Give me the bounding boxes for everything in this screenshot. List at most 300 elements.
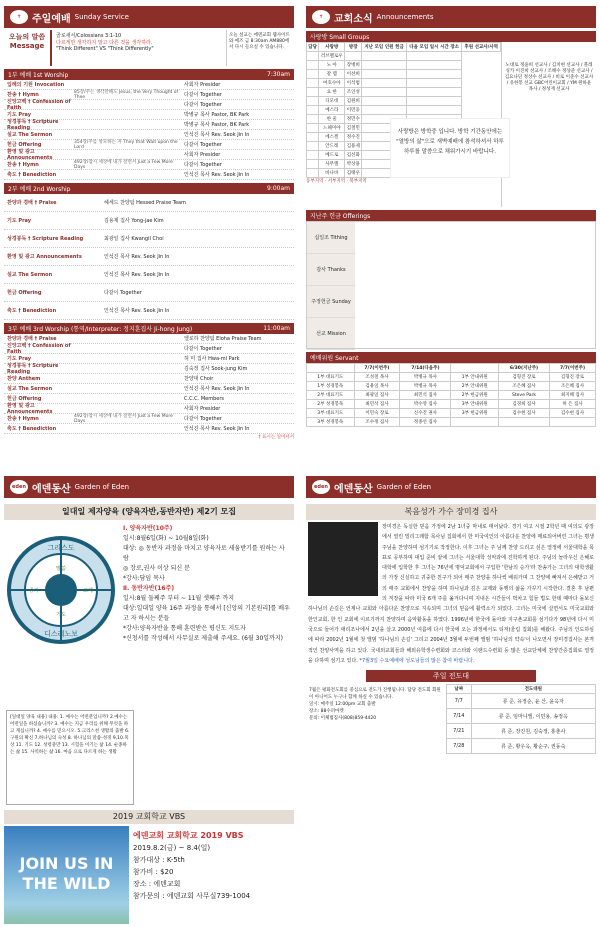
servant-cell: 허 은 집사: [550, 400, 596, 409]
order-leader: 다같이 Together: [184, 416, 222, 422]
order-item: 신앙고백 † Confession of Faith: [7, 343, 71, 355]
discipleship-line: ◎ 장로,권사 이상 되신 분: [123, 565, 190, 572]
servant-cell: Steve Park: [498, 391, 549, 400]
sg-zone-east: 동부지역: [306, 179, 324, 184]
servant-cell: [498, 418, 549, 427]
service-bar: [4, 183, 294, 194]
offering-label: 십일조 Tithing: [307, 222, 355, 254]
servant-cell: 조성철 목사: [354, 373, 400, 382]
order-item: 헌금 Offering: [7, 396, 42, 402]
sg-header: 지난 모임 인원 헌금: [362, 43, 407, 52]
sg-cell: 김태우: [345, 169, 362, 178]
vbs-info: [129, 826, 294, 924]
discipleship-headline: 일대일 제자양육 (양육자반,동반자반) 제2기 모집: [4, 504, 294, 520]
sg-cell: 요 한: [319, 88, 345, 97]
sg-cell: [406, 70, 462, 79]
offerings-label: 지난주 헌금 Offerings: [306, 210, 596, 221]
order-leader: 인석진 목사 Rev. Seok Jin In: [184, 426, 250, 432]
order-leader: 다같이 Together: [184, 346, 222, 352]
singer-bio: [306, 520, 596, 668]
eden1-header: [4, 476, 294, 498]
evangelism-table: [446, 684, 596, 754]
order-item: 찬송 † Hymn: [7, 416, 39, 422]
service-bar: [4, 323, 294, 334]
servant-cell: 신수진 권사: [400, 409, 451, 418]
sg-zone-north: 북부지역: [349, 179, 367, 184]
order-row: [4, 384, 294, 394]
sg-cell: 이석범: [345, 79, 362, 88]
servant-cell: 3부 대표기도: [307, 409, 355, 418]
order-row: [4, 364, 294, 374]
evangelism-header: 전도대원: [471, 685, 595, 694]
servant-cell: 1부 안내위원: [451, 373, 499, 382]
sg-cell: [362, 52, 407, 61]
servant-cell: 조은혜 집사: [498, 382, 549, 391]
small-groups-label: 사랑방 Small Groups: [306, 31, 596, 42]
evangelism-line: 일시: 매주일 12:00pm 교회 출발: [309, 702, 376, 708]
service-name: 3부 예배 3rd Worship (통역/Interpreter: 정지훈집사 Ji-hong Jung): [8, 326, 193, 333]
sg-cell: 이선희: [345, 70, 362, 79]
singer-bio-text: 장미경은 독실한 믿음 가정에 2남 1녀중 막내로 태어났다. 경기 여고 시절 2학년 때 여의도 광장에서 열린 빌리그래함 목사님 집회에서 한 미국여인의 아름다운 찬양에 매료되어버린 그녀는 평생주님을 찬양하며 섬기기로 작정한다. 이후 그녀는 주 님께 찬양 드리고 싶은 열정에 서울대학을 목표로 공부하며 대입 준비 끝에 그녀는 서울대학 성악과에 진학하게 된다. 주님의 놀라우신 은혜로 대학에 입학한 후 그녀는 76년에 명덕교회에서 구입한 '한남의 승가'라 찬송가는 그녀의 대학생활의 가장 신실하고 귀중한 친구가 되어 매주 찬양을 하나씩 배워가며 그 찬양에 빠져서 은혜받고 거의 매주 교회에서 찬양을 하며 하나님과 깊은 교제와 동행의 삶을 가꾸기 시작한다. 결혼 후 남편의 직장을 따라 미국 6개 주를 옮겨다니며 지내온 시간들이 벅차고 힘들 법도 한데 때마다 돌보신 하나님의 손길은 언제나 교회와 아름다운 찬양으로 지속되며 그녀의 믿음에 활력소가 되었다. 그녀는 미국에 살면서도 미국교회와 한인교회, 한 인 교회에 이르기까지 찬양하며 음악활동을 하였다. 1996년에 한국에 돌아와 지구촌교회를 섬기다가 98년에 다시 미국으로 들어가 애리조나에서 2년을 살고 2000년 여름에 다시 한국에 오는 과정에서도 티저(울림 집회)를 해왔다. 주님의 인도하심에 따라 2002년 1월에 첫 앨범 '하나님의 손길' 그리고 2004년 3월에 두번째 앨범 '하나님의 약속'이 나오면서 장미경집사는 본격적인 찬양사역을 하고 있다. 국내외교회들과 해외유학생수련회와 코스타와 이랜드수련회 등 많은 선교단체에 찬양간증집회로 열정을 다하며 섬기고 있다.: [308, 524, 594, 664]
order-leader: 사회자 Presider: [184, 406, 221, 412]
order-item: 축도 † Benediction: [7, 426, 57, 432]
sg-cell: 김용제: [345, 142, 362, 151]
order-row: [4, 170, 294, 180]
discipleship-line: *강사:양육자반을 통해 훈련받은 평신도 지도자: [123, 625, 246, 632]
order-leader: 헤세드 찬양팀 Hessed Praise Team: [104, 200, 186, 206]
servant-cell: 2부 성경봉독: [307, 400, 355, 409]
sg-cell: [307, 79, 319, 88]
servant-cell: 2부 대표기도: [307, 391, 355, 400]
servant-cell: 3부 성경봉독: [307, 418, 355, 427]
servant-cell: 1부 대표기도: [307, 373, 355, 382]
order-leader: 김숙정 집사 Sook-jung Kim: [184, 366, 248, 372]
order-item: 기도 Pray: [7, 218, 32, 224]
sg-cell: 에스겔: [319, 133, 345, 142]
evangelism-row: [447, 709, 596, 724]
sg-cell: 갈 렙: [319, 70, 345, 79]
servant-cell: 조은혜 집사: [550, 382, 596, 391]
servant-cell: 김용일 목사: [354, 382, 400, 391]
sg-cell: [362, 88, 407, 97]
evangelism-text: [306, 684, 446, 754]
vbs-line: 장소 : 에덴교회: [133, 880, 181, 888]
evangelism-header: 날짜: [447, 685, 472, 694]
order-row: [4, 194, 294, 212]
order-leader: 다같이 Together: [184, 102, 222, 108]
wheel-icon: [4, 520, 119, 660]
announcements-panel: [306, 6, 596, 461]
sg-cell: [307, 88, 319, 97]
order-row: [4, 374, 294, 384]
servant-cell: 3부 헌금위원: [451, 409, 499, 418]
sg-cell: 조인성: [345, 88, 362, 97]
servant-cell: 박수영 집사: [400, 400, 451, 409]
servant-cell: 2부 헌금위원: [451, 391, 499, 400]
order-leader: 사회자 Presider: [184, 152, 221, 158]
order-leader: 다같이 Together: [184, 92, 222, 98]
order-item: 환영 및 광고 Announcements: [7, 254, 82, 260]
order-leader: 인석진 목사 Rev. Seok Jin In: [104, 308, 170, 314]
sg-cell: 정수진: [345, 133, 362, 142]
sg-cell: [406, 88, 462, 97]
message-label: 오늘의 말씀 Message: [4, 30, 52, 66]
servant-header: [307, 364, 355, 373]
sg-header: 담당: [307, 43, 319, 52]
sg-cell: 디모데: [319, 97, 345, 106]
order-item: 헌금 Offering: [7, 142, 42, 148]
eden2-header: [306, 476, 596, 498]
sg-cell: 김철민: [345, 124, 362, 133]
sg-cell: [362, 79, 407, 88]
wheel-label-witness: 증거: [29, 588, 39, 594]
offering-label: 주정헌금 Sunday: [307, 286, 355, 318]
order-item: 환영 및 광고 Announcements: [7, 149, 53, 161]
sunday-service-title: 주일예배: [32, 13, 71, 25]
vbs-title: 2019 교회학교 VBS: [4, 810, 294, 824]
wheel-label-top: 그리스도: [47, 544, 75, 552]
order-leader: 찬양대 Choir: [184, 376, 214, 382]
sg-cell: [307, 160, 319, 169]
vbs-line: 참가비 : $20: [133, 868, 174, 876]
order-leader: 다같이 Together: [104, 290, 142, 296]
church-logo-icon: ✝: [10, 10, 28, 24]
order-leader: 인석진 목사 Rev. Seok Jin In: [104, 254, 170, 260]
order-item: 기도 Pray: [7, 112, 32, 118]
service-name: 2부 예배 2nd Worship: [8, 186, 71, 193]
evangelism-area: [306, 684, 596, 754]
sg-cell: [307, 61, 319, 70]
discipleship-line: *신청서를 작성해서 사무실로 제출해 주세요. (6월 30일까지): [123, 635, 283, 642]
sg-cell: 예스라: [319, 106, 345, 115]
message-content: [52, 30, 227, 66]
sg-header: 방장: [345, 43, 362, 52]
sg-cell: [307, 106, 319, 115]
evangelism-row: [447, 739, 596, 754]
servant-label: 예배위원 Servant: [306, 352, 596, 363]
sg-cell: [307, 133, 319, 142]
order-item: 입례의 기원 Invocation: [7, 82, 65, 88]
order-row: [4, 284, 294, 302]
wheel-label-word: 말씀: [56, 566, 66, 572]
evangelism-row: [447, 694, 596, 709]
order-leader: 김용제 집사 Yong-jae Kim: [104, 218, 164, 224]
sg-row: [307, 79, 501, 88]
sg-cell: [345, 52, 362, 61]
singer-bio-highlight: *7월3일 수요예배에 성도님들의 많은 참여 바랍니다.: [359, 657, 475, 664]
servant-cell: [550, 418, 596, 427]
sg-row: [307, 61, 501, 70]
servant-cell: 박병규 목사: [400, 382, 451, 391]
service-note: 오늘 설교는 에덴교회 웹사이트와 애즈 금 8:30am AM880에서 다시 들으실 수 있습니다.: [229, 33, 290, 50]
wheel-label-bottom: 디스레노보: [44, 630, 78, 638]
discipleship-line: 일시:8월 둘째주 부터 ~ 11월 셋째주 까지: [123, 595, 235, 602]
eden-logo-icon: eden: [10, 480, 28, 494]
sg-cell: 김원희: [345, 97, 362, 106]
eden1-title: 에덴동산: [32, 483, 71, 495]
service-time: 11:00am: [263, 325, 290, 332]
evangelism-cell: 류 준, 유정순, 윤 산, 윤옥자: [471, 694, 595, 709]
sg-cell: [307, 70, 319, 79]
servant-row: [307, 373, 596, 382]
order-row: [4, 424, 294, 434]
sg-cell: 바나바: [319, 169, 345, 178]
discipleship-wheel: [4, 520, 119, 660]
sg-row: [307, 70, 501, 79]
theme-kr: 다르게만 생각하지 말고 다른 것을 생각하라.: [56, 40, 153, 46]
sg-cell: [307, 169, 319, 178]
order-item: 기도 Pray: [7, 356, 32, 362]
discipleship-line: *강사:담임 목사: [123, 575, 165, 582]
sg-cell: [307, 115, 319, 124]
sg-cell: 장병희: [345, 61, 362, 70]
eden-panel-1: [4, 476, 294, 924]
servant-header: [451, 364, 499, 373]
servant-cell: 김수현 집사: [550, 409, 596, 418]
order-detail: 492장/잠시 세상에 내가 살면서 Just a Few More Days: [74, 414, 173, 424]
discipleship-note: [일대일 양육 내용] 내용: 1. 예수는 어떤분입니까? 2.예수는 어떤일을 하셨습니까? 3. 예수는 지금 우리를 위해 무엇을 하고 계십니까? 4. 예수를 믿으시오. 5.크리스천 생활의 출발 6.구원의 확신 7.하나님의 숙성 8. 하나님의 말씀-성경 9,10.묵상 11. 기도 12. 성령충만 13. 시험을 이기는 삶 14. 순종하는 삶 15. 사역하는 삶 16. 마음 으로 다르게 하는 생활: [6, 710, 134, 805]
evangelism-cell: 7/7: [447, 694, 472, 709]
order-row: [4, 100, 294, 110]
order-row: [4, 302, 294, 320]
singer-headline: 복음성가 가수 장미경 집사: [306, 504, 596, 520]
servant-cell: 3부 안내위원: [451, 400, 499, 409]
servant-cell: 김형진 장로: [550, 373, 596, 382]
discipleship-line: Ⅱ. 동반자반(16주): [123, 585, 175, 592]
servant-cell: 박병규 목사: [400, 373, 451, 382]
sg-cell: 안드레: [319, 142, 345, 151]
order-leader: 사회자 Presider: [184, 82, 221, 88]
order-leader: 엘로하 찬양팀 Eloha Praise Team: [184, 336, 262, 342]
service-time: 7:30am: [267, 71, 290, 78]
sg-zone-west: 서부지역: [327, 179, 346, 184]
theme-en: "Think Different" VS "Think Differently": [56, 46, 154, 52]
servant-row: [307, 400, 596, 409]
stand-footnote: † 표시는 일어서서: [258, 435, 294, 440]
sg-cell: 정민수: [345, 115, 362, 124]
servant-header: 7/14(다음주): [400, 364, 451, 373]
servant-cell: 최광일 집사: [354, 391, 400, 400]
order-leader: 박병규 목사 Pastor, BK Park: [184, 122, 250, 128]
servant-cell: [451, 418, 499, 427]
servant-table: [306, 363, 596, 427]
order-leader: 인석진 목사 Rev. Seok Jin In: [184, 172, 250, 178]
eden1-subtitle: Garden of Eden: [74, 483, 130, 491]
sg-cell: 한 울: [319, 115, 345, 124]
vbs-line: 2019.8.2(금) ~ 8.4(일): [133, 844, 211, 852]
order-item: 성경봉독 † Scripture Reading: [7, 236, 84, 242]
sg-cell: 이민웅: [345, 106, 362, 115]
order-item: 찬양과 경배 † Praise: [7, 336, 57, 342]
service-bar: [4, 69, 294, 80]
service-list: [4, 69, 294, 434]
offering-label: 감사 Thanks: [307, 254, 355, 286]
sg-cell: [307, 151, 319, 160]
evangelism-cell: 7/14: [447, 709, 472, 724]
church-logo-icon: ✝: [312, 10, 330, 24]
order-leader: 인석진 목사 Rev. Seok Jin In: [184, 132, 250, 138]
sg-cell: [307, 124, 319, 133]
sg-cell: [406, 52, 462, 61]
discipleship-line: 대상: ◎ 동반자 과정을 마치고 양육자로 세움받기를 원하는 사람: [123, 545, 285, 562]
sg-cell: [362, 106, 407, 115]
servant-cell: 최민석 집사: [354, 400, 400, 409]
evangelism-cell: 7/21: [447, 724, 472, 739]
sg-header: 후원 선교사/사역: [462, 43, 501, 52]
servant-row: [307, 382, 596, 391]
sg-row: [307, 52, 501, 61]
servant-cell: 최민석 집사: [400, 391, 451, 400]
order-leader: 다같이 Together: [184, 162, 222, 168]
sunday-service-panel: [4, 6, 294, 461]
order-leader: 허 미 집사 Hwa-mi Park: [184, 356, 240, 362]
servant-cell: 최지혜 집사: [550, 391, 596, 400]
evangelism-title: 주일 전도대: [366, 670, 536, 682]
sg-cell: [406, 61, 462, 70]
order-row: [4, 212, 294, 230]
sunday-service-header: [4, 6, 294, 28]
order-item: 설교 The Sermon: [7, 386, 53, 392]
servant-header: 6/30(지난주): [498, 364, 549, 373]
servant-row: [307, 418, 596, 427]
singer-photo: [308, 522, 378, 596]
servant-cell: 김수현 집사: [498, 409, 549, 418]
order-row: [4, 120, 294, 130]
order-row: [4, 266, 294, 284]
order-row: [4, 344, 294, 354]
sg-cell: 사무엘: [319, 160, 345, 169]
sg-cell: 베드로: [319, 151, 345, 160]
servant-cell: 2부 안내위원: [451, 382, 499, 391]
sg-cell: [362, 97, 407, 106]
order-row: [4, 414, 294, 424]
eden-panel-2: [306, 476, 596, 924]
sg-cell: [307, 52, 319, 61]
order-detail: 85장/주는 생각만해도 Jesus, the Very Thought of Thee: [74, 90, 179, 100]
servant-header: 7/7(이번주): [550, 364, 596, 373]
servant-row: [307, 391, 596, 400]
servant-header: 7/7(이번주): [354, 364, 400, 373]
small-groups-note: 사랑방은 방학중 입니다. 방학 기간동안에는 "열방의 삶"으로 새벽예배에 참석하셔서 하루하루를 말씀으로 채워가시기 바랍니다.: [390, 118, 510, 178]
sg-cell: [406, 97, 462, 106]
order-leader: 박병규 목사 Pastor, BK Park: [184, 112, 250, 118]
sg-cell: [362, 70, 407, 79]
service-time: 9:00am: [267, 185, 290, 192]
sg-cell: 느헤미야: [319, 124, 345, 133]
servant-cell: 조수정 집사: [354, 418, 400, 427]
sg-cell: 러브펠로우: [319, 52, 345, 61]
sg-cell: [307, 97, 319, 106]
discipleship-body: [4, 520, 294, 755]
servant-cell: 김경희 집사: [498, 400, 549, 409]
scripture-ref: 골로새서/Colossians 3:1-10: [56, 33, 122, 39]
order-item: 설교 The Sermon: [7, 132, 53, 138]
offerings-area: [306, 221, 596, 349]
servant-cell: 이민숙 장로: [354, 409, 400, 418]
order-leader: 최광일 집사 Kwangil Choi: [104, 236, 164, 242]
evangelism-row: [447, 724, 596, 739]
vbs-school: 에덴교회 교회학교 2019 VBS: [133, 831, 244, 840]
evangelism-line: 문의: 이체범집사(808)859-4420: [309, 716, 377, 722]
small-groups-area: 담당 사랑방 방장 지난 모임 인원 헌금 다음 모임 일시 시간 장소 후원 선교사/사역 러브펠로우 노 아 장병희 갈 렙 이선희 여호수아 이석범 요 한 조인성 디모데 김원희 예스라 이민웅 한 울 정민수 느헤미야 김철민 에스겔 정수진 안드레 김용제 베드로 김선화 사무엘 박상용 바나바 김태우 동부지역 · 서부지역 · 북부지역 노대로 정윤희 선교사 / 김치현 선교사 / 블레싱카 이진희 선교사 / 조해수 정상준 선교사 / 김요나단 정상수 선교사 / 비로 이준수 선교사 / 유한봉 선교 GBC어린이교회 / YM 원하윤 목사 / 정성재 선교사 사랑방은 방학중 입니다. 방학 기간동안에는 "열방의 삶"으로 새벽예배에 참석하셔서 하루하루를 말씀으로 채워가시기 바랍니다.: [306, 42, 596, 207]
servant-row: [307, 409, 596, 418]
order-item: 설교 The Sermon: [7, 272, 53, 278]
announcements-header: [306, 6, 596, 28]
sg-cell: 여호수아: [319, 79, 345, 88]
service-name: 1부 예배 1st Worship: [8, 72, 69, 79]
sg-row: [307, 97, 501, 106]
sg-row: [307, 106, 501, 115]
order-item: 찬양과 경배 † Praise: [7, 200, 57, 206]
discipleship-line: 대상:일대일 양육 16주 과정을 통해서 [신앙의 기본원리]를 배우고 자 하시는 분들: [123, 605, 290, 622]
sg-cell: 김선화: [345, 151, 362, 160]
evangelism-cell: 류 준, 장진원, 김숙정, 홍춘사: [471, 724, 595, 739]
servant-cell: 1부 성경봉독: [307, 382, 355, 391]
vbs-poster-image: JOIN US IN THE WILD: [4, 826, 129, 924]
vbs-area: [4, 826, 294, 924]
order-row: [4, 248, 294, 266]
discipleship-line: 일시:8월6일(화) ~ 10월8일(화): [123, 535, 209, 542]
eden-logo-icon: eden: [312, 480, 330, 494]
order-leader: 인석진 목사 Rev. Seok Jin In: [184, 386, 250, 392]
servant-cell: 김형진 장로: [498, 373, 549, 382]
announcements-title: 교회소식: [334, 13, 373, 25]
sg-cell: 노 아: [319, 61, 345, 70]
discipleship-line: Ⅰ. 양육자반(10주): [123, 525, 173, 532]
order-item: 찬송 † Hymn: [7, 162, 39, 168]
evangelism-line: 7월은 평화전도회를 중심으로 전도가 진행됩니다. 담당 전도회 회원이 아니어도 누구나 함께 하실 수 있습니다.: [309, 688, 441, 701]
message-box: [4, 30, 294, 66]
wheel-label-prayer: 기도: [56, 612, 66, 618]
evangelism-cell: 7/28: [447, 739, 472, 754]
order-item: 성경봉독 † Scripture Reading: [7, 119, 59, 131]
discipleship-info: [119, 520, 294, 730]
order-detail: 492장/잠시 세상에 내가 살면서 Just a Few More Days: [74, 160, 173, 170]
order-item: 신앙고백 † Confession of Faith: [7, 99, 71, 111]
evangelism-line: 장소: 88수퍼마켓: [309, 709, 344, 715]
order-item: 축도 † Benediction: [7, 308, 57, 314]
evangelism-cell: 류 준, 임마니엘, 이민용, 송정옥: [471, 709, 595, 724]
evangelism-cell: 류 준, 황우옥, 황순구, 권동숙: [471, 739, 595, 754]
sunday-service-subtitle: Sunday Service: [74, 13, 129, 21]
order-item: 헌금 Offering: [7, 290, 42, 296]
wheel-label-fellowship: 교제: [83, 588, 93, 594]
sg-cell: [307, 142, 319, 151]
vbs-line: 참가대상 : K-5th: [133, 856, 185, 864]
vbs-line: 참가문의 : 에덴교회 사무실739-1004: [133, 892, 251, 900]
order-row: [4, 160, 294, 170]
servant-cell: 정종선 집사: [400, 418, 451, 427]
order-row: [4, 230, 294, 248]
order-item: 찬송 † Hymn: [7, 92, 39, 98]
sg-row: [307, 88, 501, 97]
order-detail: 354장/주를 앙모하는 자 They that Wait upon the Lord: [74, 140, 178, 150]
order-item: 성경봉독 † Scripture Reading: [7, 363, 59, 375]
announcements-subtitle: Announcements: [376, 13, 434, 21]
order-leader: 인석진 목사 Rev. Seok Jin In: [104, 272, 170, 278]
sg-cell: [362, 61, 407, 70]
sg-header: 다음 모임 일시 시간 장소: [406, 43, 462, 52]
sg-cell: 박상용: [345, 160, 362, 169]
eden2-title: 에덴동산: [334, 483, 373, 495]
order-item: 환영 및 광고 Announcements: [7, 403, 53, 415]
sg-header: 사랑방: [319, 43, 345, 52]
sg-cell: [406, 106, 462, 115]
offering-label: 선교 Mission: [307, 318, 355, 350]
missionaries-list: 노대로 정윤희 선교사 / 김치현 선교사 / 블레싱카 이진희 선교사 / 조해수 정상준 선교사 / 김요나단 정상수 선교사 / 비로 이준수 선교사 / 유한봉 선교 GBC어린이교회 / YM 원하윤 목사 / 정성재 선교사: [501, 42, 596, 207]
eden2-subtitle: Garden of Eden: [376, 483, 432, 491]
order-item: 찬양 Anthem: [7, 376, 41, 382]
